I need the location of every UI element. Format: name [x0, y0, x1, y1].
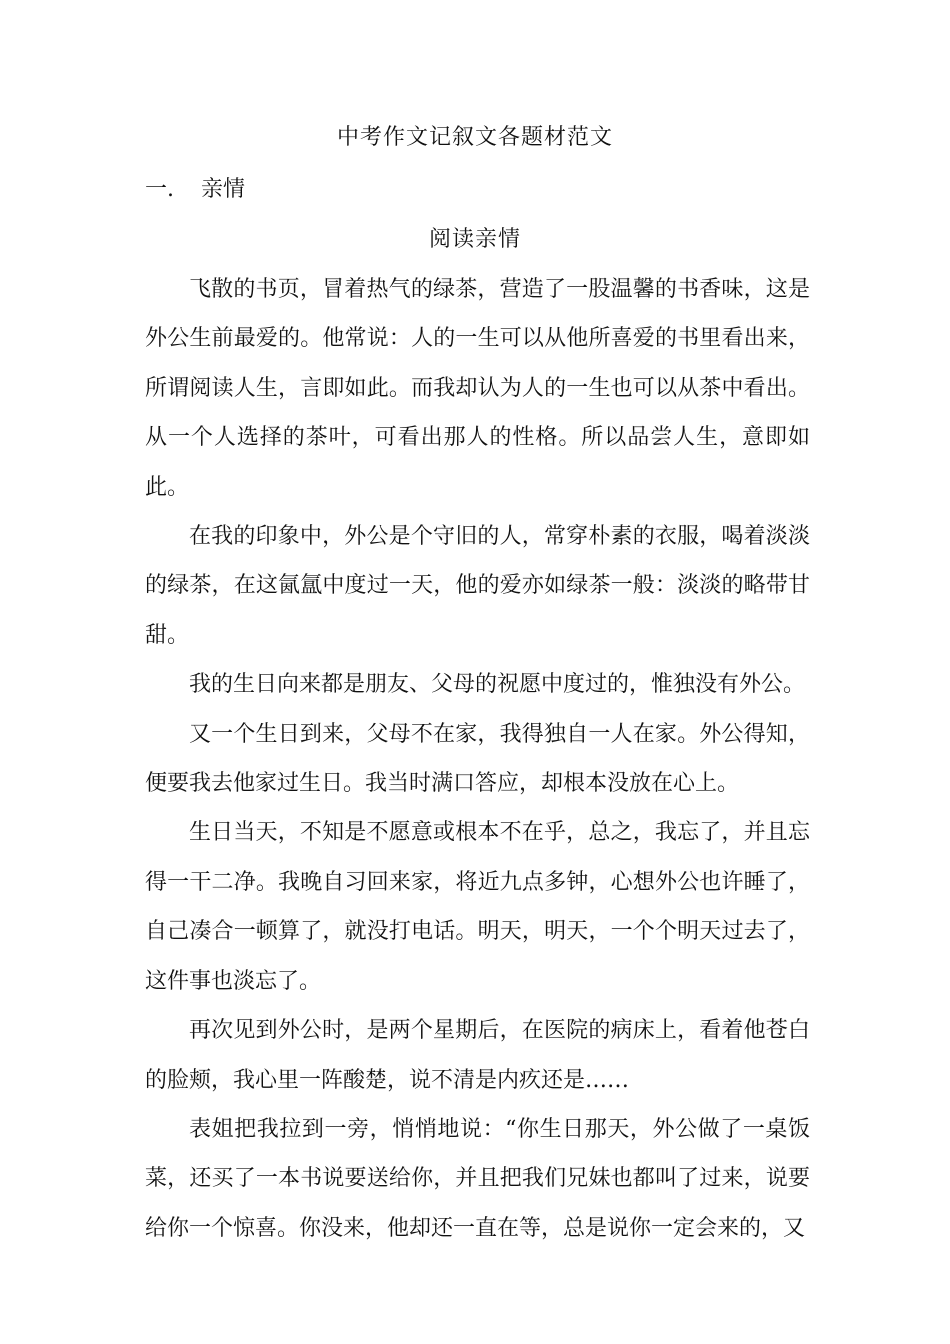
paragraph: 在我的印象中，外公是个守旧的人，常穿朴素的衣服，喝着淡淡的绿茶，在这氤氲中度过一天，他的爱亦如绿茶一般：淡淡的略带甘甜。 [145, 524, 810, 648]
essay-body [145, 265, 810, 1253]
paragraph: 生日当天，不知是不愿意或根本不在乎，总之，我忘了，并且忘得一干二净。我晚自习回来家，将近九点多钟，心想外公也许睡了，自己凑合一顿算了，就没打电话。明天，明天，一个个明天过去了，这件事也淡忘了。 [145, 820, 810, 994]
document-title: 中考作文记叙文各题材范文 [336, 125, 613, 150]
paragraph: 表姐把我拉到一旁，悄悄地说：“你生日那天，外公做了一桌饭菜，还买了一本书说要送给你，并且把我们兄妹也都叫了过来，说要给你一个惊喜。你没来，他却还一直在等，总是说你一定会来的，又 [145, 1116, 810, 1241]
section-label: 亲情 [201, 177, 246, 202]
paragraph: 飞散的书页，冒着热气的绿茶，营造了一股温馨的书香味，这是外公生前最爱的。他常说：人的一生可以从他所喜爱的书里看出来，所谓阅读人生，言即如此。而我却认为人的一生也可以从茶中看出。从一个人选择的茶叶，可看出那人的性格。所以品尝人生，意即如此。 [145, 277, 810, 500]
section-number: 一. [145, 177, 174, 202]
section-heading [145, 172, 245, 203]
paragraph: 再次见到外公时，是两个星期后，在医院的病床上，看着他苍白的脸颊，我心里一阵酸楚，说不清是内疚还是…… [145, 1018, 810, 1093]
essay-title: 阅读亲情 [428, 227, 521, 252]
paragraph: 我的生日向来都是朋友、父母的祝愿中度过的，惟独没有外公。 [189, 672, 806, 698]
paragraph: 又一个生日到来，父母不在家，我得独自一人在家。外公得知，便要我去他家过生日。我当时满口答应，却根本没放在心上。 [145, 721, 810, 797]
